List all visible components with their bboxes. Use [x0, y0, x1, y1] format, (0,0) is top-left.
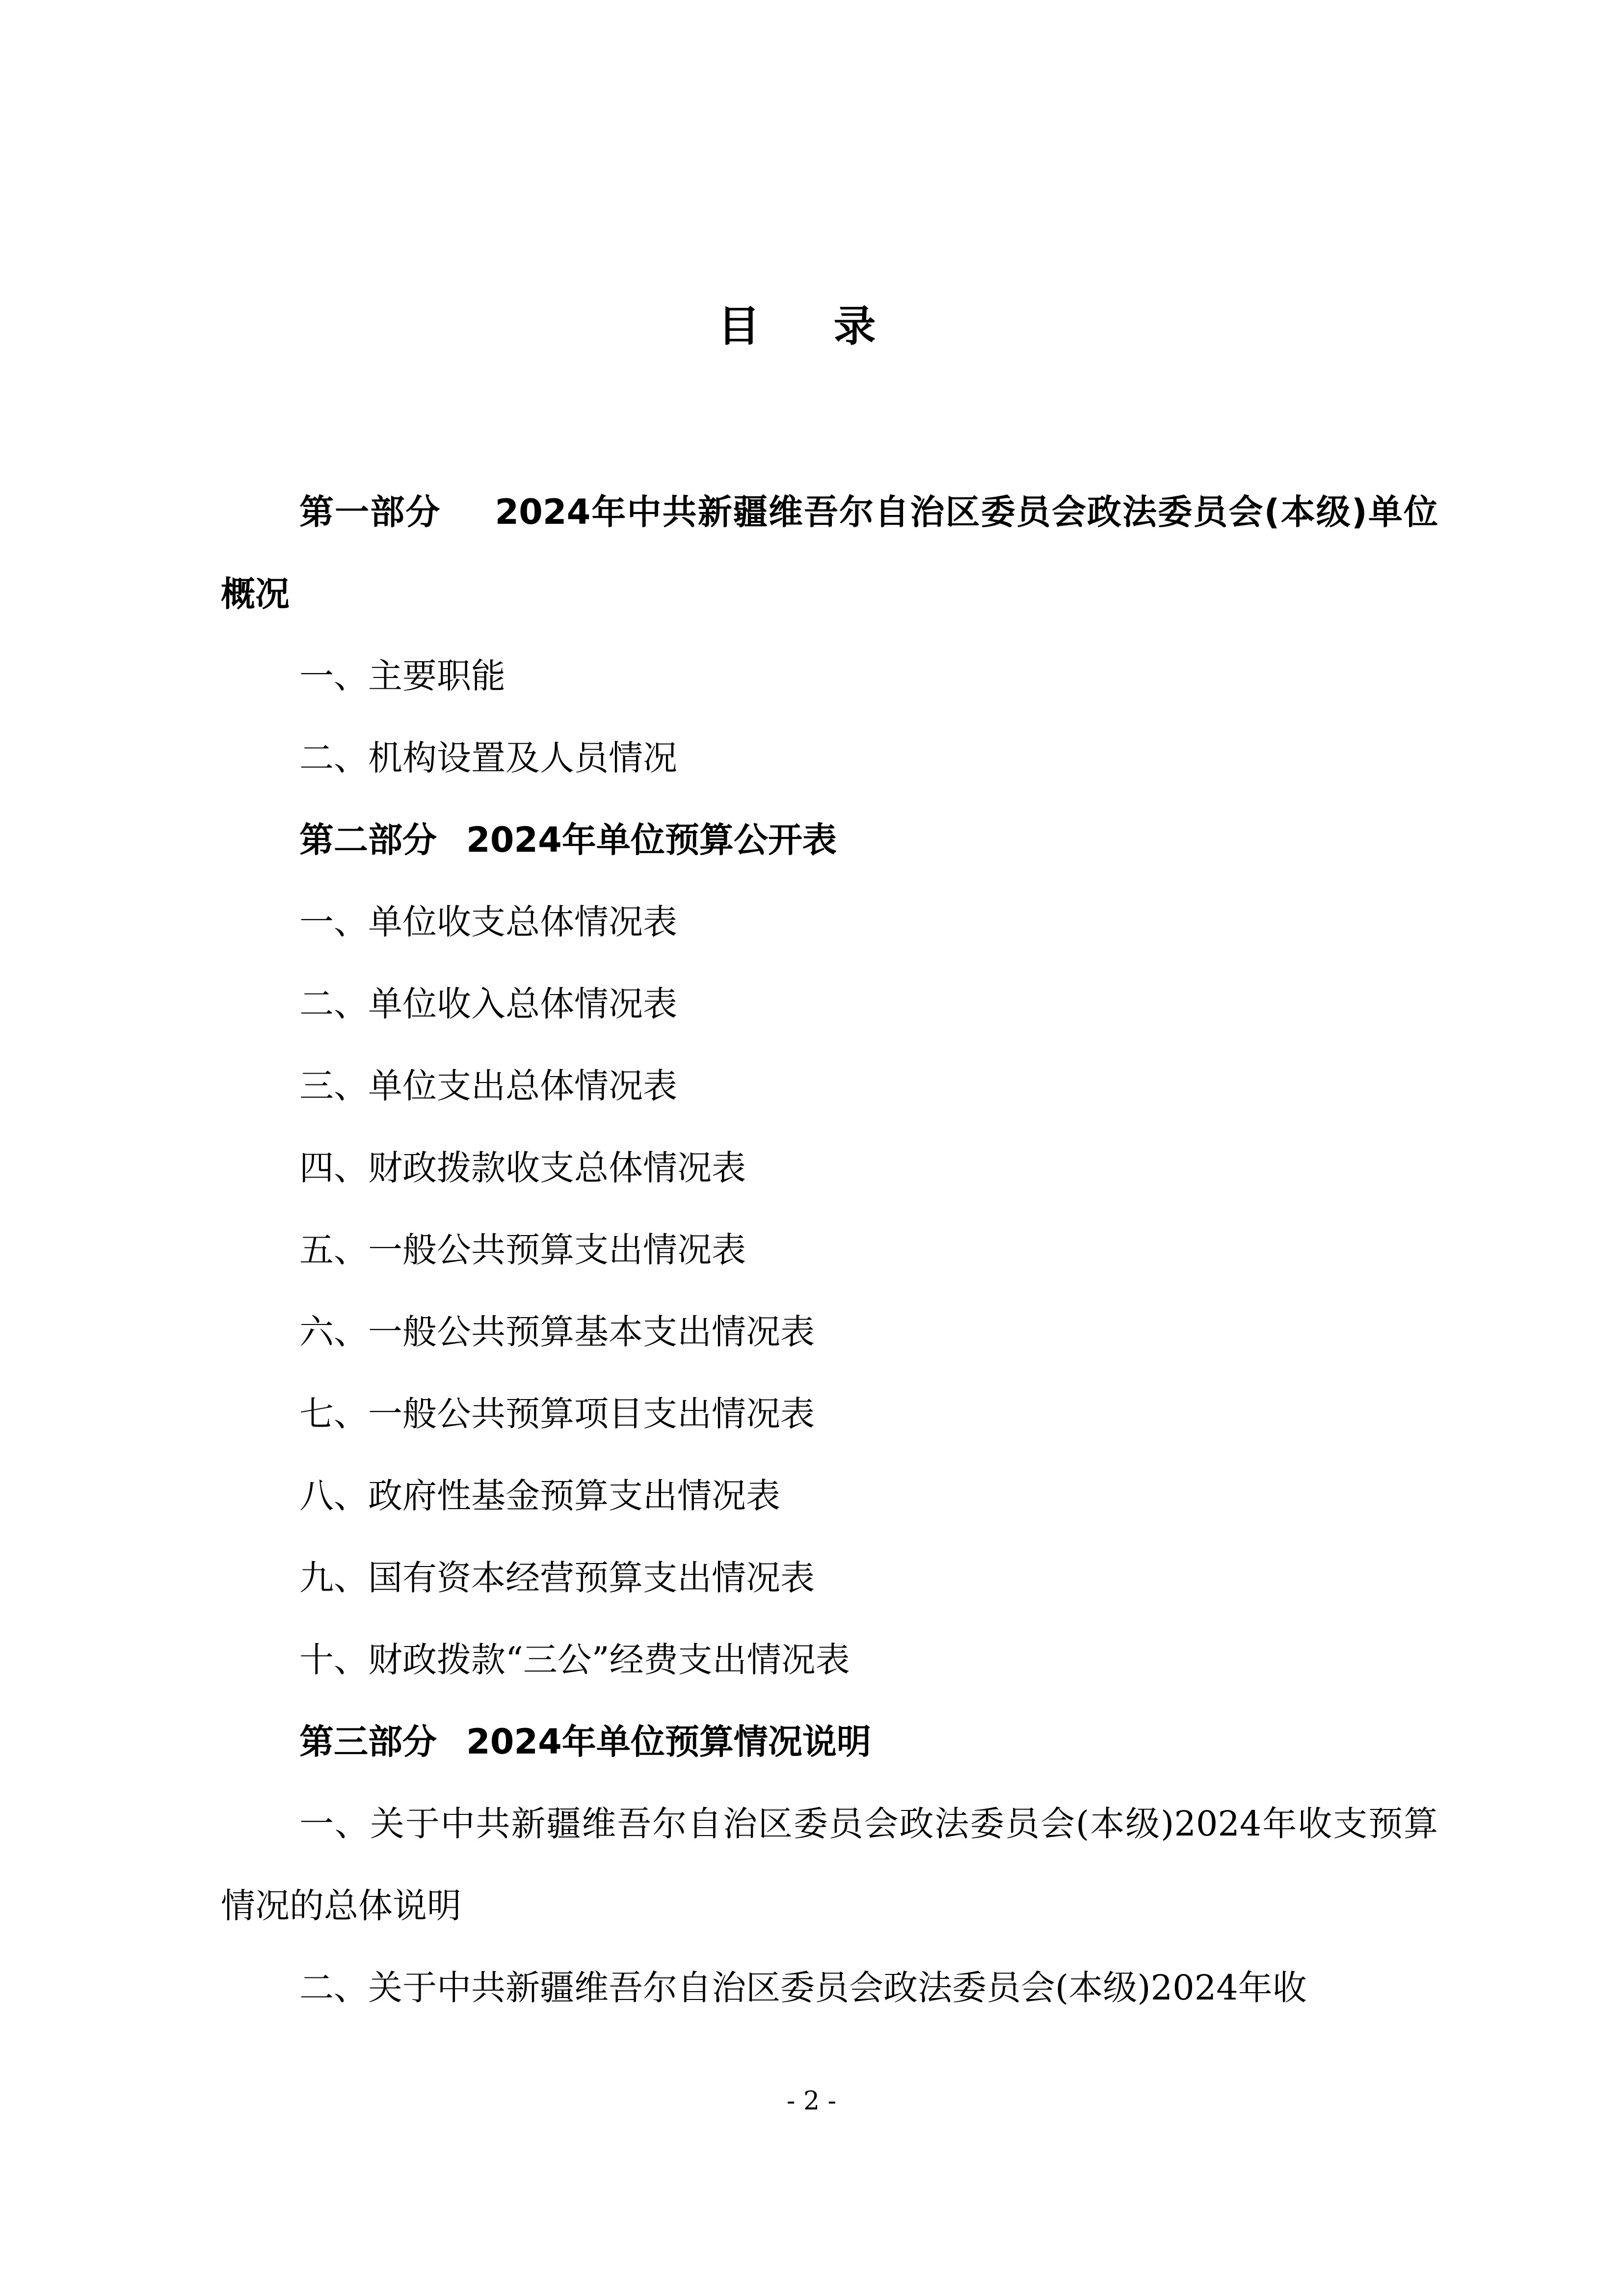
toc-item[interactable]: 八、政府性基金预算支出情况表 — [299, 1476, 780, 1516]
part-label: 第一部分 — [299, 492, 441, 532]
part-label: 第三部分 — [299, 1722, 437, 1762]
toc-item[interactable]: 二、单位收入总体情况表 — [299, 984, 677, 1024]
table-of-contents — [221, 471, 1438, 2029]
toc-item[interactable]: 四、财政拨款收支总体情况表 — [299, 1148, 746, 1188]
toc-title: 目 录 — [718, 302, 905, 351]
toc-part-2[interactable] — [221, 799, 1438, 881]
toc-part-3[interactable] — [221, 1701, 1438, 1783]
toc-item[interactable]: 五、一般公共预算支出情况表 — [299, 1230, 746, 1270]
toc-item[interactable]: 一、主要职能 — [299, 656, 506, 696]
toc-item[interactable]: 七、一般公共预算项目支出情况表 — [299, 1394, 815, 1434]
toc-item[interactable]: 二、机构设置及人员情况 — [299, 738, 677, 778]
toc-part-1[interactable] — [221, 471, 1438, 635]
toc-item[interactable]: 二、关于中共新疆维吾尔自治区委员会政法委员会(本级)2024年收 — [299, 1968, 1307, 2008]
part-title: 2024年中共新疆维吾尔自治区委员会政法委员会(本级)单位概况 — [221, 492, 1438, 614]
toc-item[interactable]: 一、关于中共新疆维吾尔自治区委员会政法委员会(本级)2024年收支预算情况的总体说明 — [221, 1804, 1438, 1926]
toc-item[interactable]: 三、单位支出总体情况表 — [299, 1066, 677, 1106]
part-title: 2024年单位预算公开表 — [466, 820, 837, 860]
toc-item[interactable]: 一、单位收支总体情况表 — [299, 902, 677, 942]
part-label: 第二部分 — [299, 820, 437, 860]
toc-item[interactable]: 十、财政拨款“三公”经费支出情况表 — [299, 1640, 850, 1680]
toc-item[interactable]: 九、国有资本经营预算支出情况表 — [299, 1558, 815, 1598]
part-title: 2024年单位预算情况说明 — [466, 1722, 871, 1762]
page-number: - 2 - — [786, 2086, 837, 2116]
toc-item[interactable]: 六、一般公共预算基本支出情况表 — [299, 1312, 815, 1352]
